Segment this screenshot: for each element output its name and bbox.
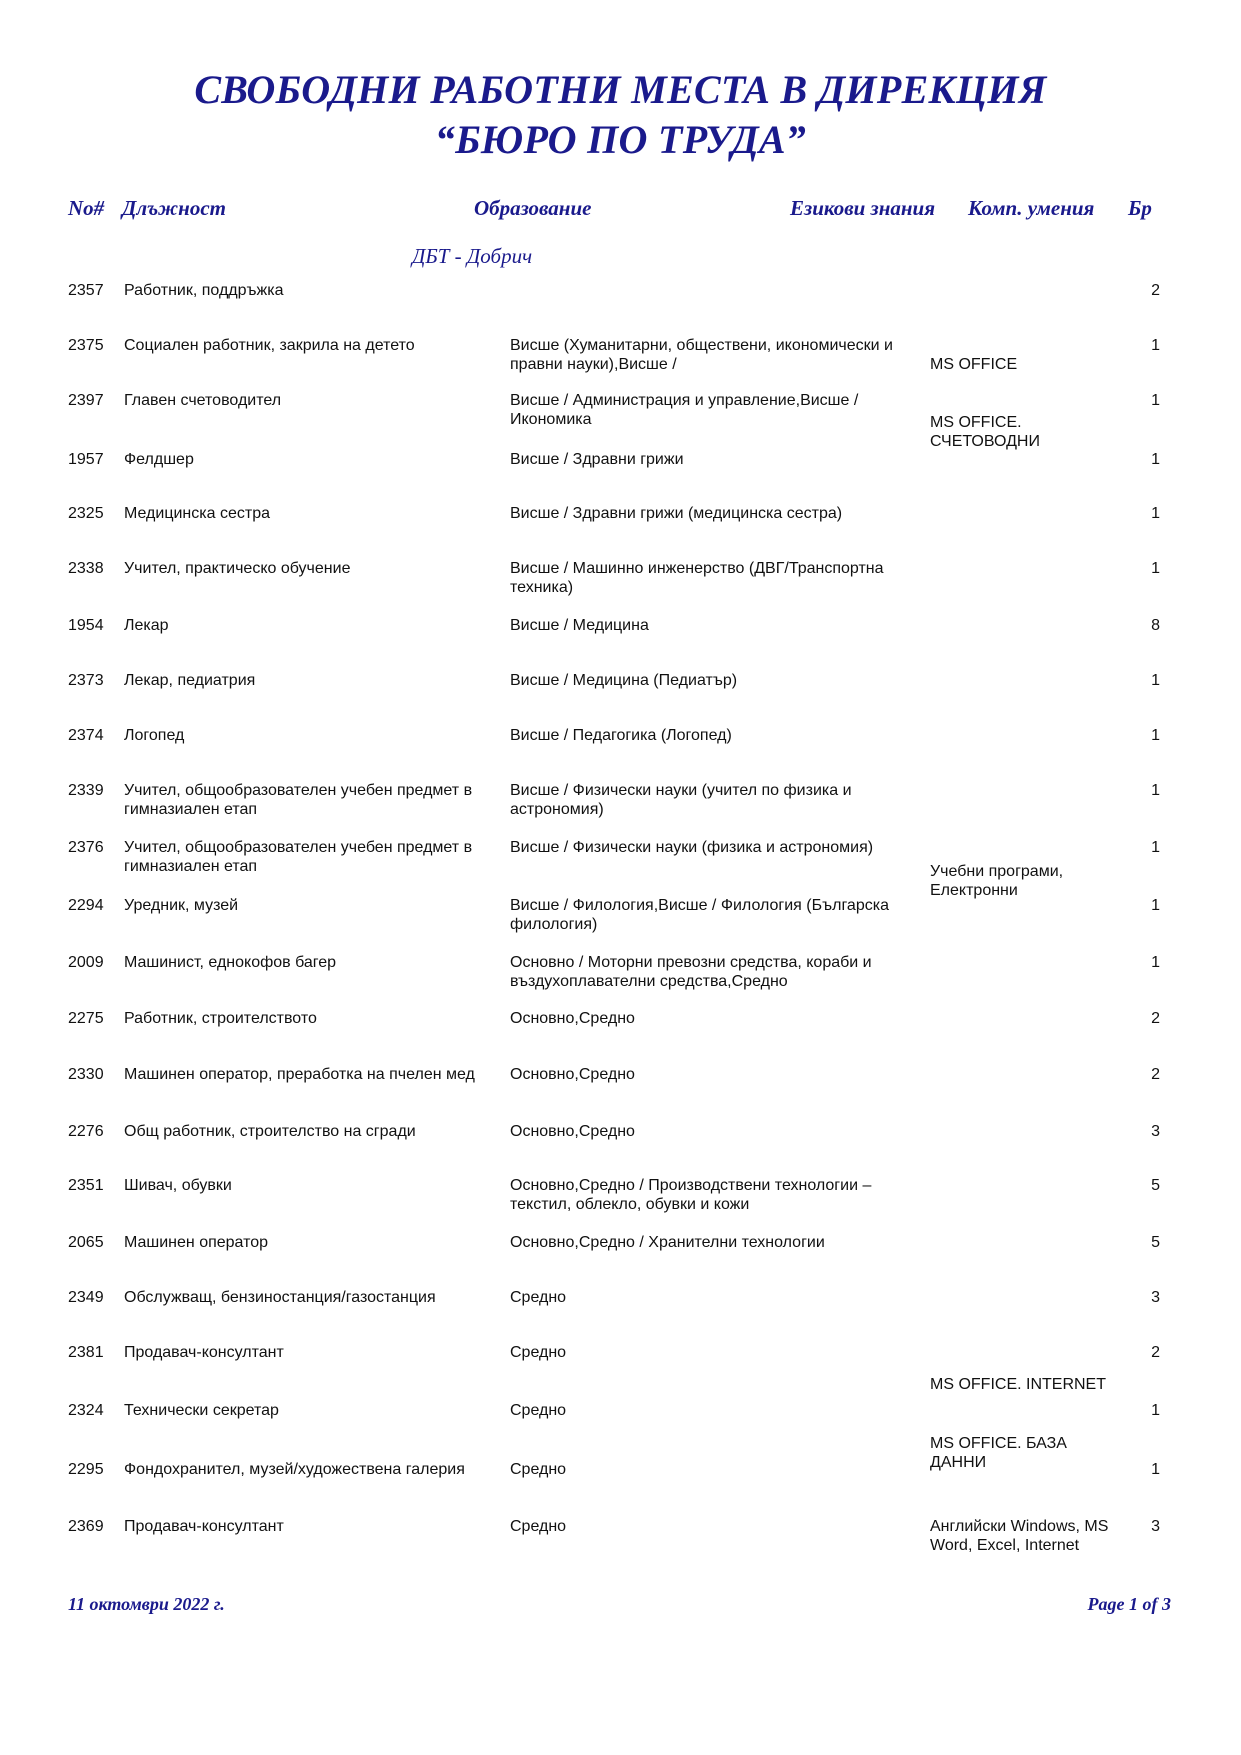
row-no: 2330: [68, 1066, 104, 1083]
comp-skills-note: MS OFFICE. БАЗА ДАННИ: [930, 1435, 1067, 1471]
row-position: Главен счетоводител: [124, 392, 282, 409]
row-no: 2349: [68, 1289, 104, 1306]
row-position: Общ работник, строителство на сгради: [124, 1123, 416, 1140]
row-count: 3: [1151, 1518, 1160, 1535]
row-count: 1: [1151, 505, 1160, 522]
row-education: Средно: [510, 1402, 567, 1419]
row-no: 2065: [68, 1234, 104, 1251]
row-no: 2009: [68, 954, 104, 971]
row-position: Обслужващ, бензиностанция/газостанция: [124, 1289, 436, 1306]
row-position: Логопед: [124, 727, 185, 744]
row-count: 5: [1151, 1177, 1160, 1194]
row-position: Уредник, музей: [124, 897, 239, 914]
row-education: Висше / Медицина (Педиатър): [510, 672, 738, 689]
row-count: 2: [1151, 282, 1160, 299]
row-no: 2357: [68, 282, 104, 299]
row-count: 1: [1151, 897, 1160, 914]
page-title-line2: “БЮРО ПО ТРУДА”: [434, 117, 807, 162]
row-no: 2294: [68, 897, 104, 914]
row-no: 2381: [68, 1344, 104, 1361]
row-no: 2374: [68, 727, 104, 744]
row-count: 1: [1151, 672, 1160, 689]
row-count: 3: [1151, 1289, 1160, 1306]
row-count: 2: [1151, 1010, 1160, 1027]
row-no: 2373: [68, 672, 104, 689]
row-education: Средно: [510, 1518, 567, 1535]
footer-date: 11 октомври 2022 г.: [68, 1594, 225, 1614]
table-row: [0, 671, 1241, 726]
row-position: Фелдшер: [124, 451, 194, 468]
row-count: 1: [1151, 839, 1160, 856]
table-row: [0, 896, 1241, 953]
comp-skills-note: Учебни програми, Електронни: [930, 863, 1064, 899]
table-row: [0, 1288, 1241, 1343]
row-no: 2276: [68, 1123, 104, 1140]
table-row: [0, 953, 1241, 1009]
row-count: 3: [1151, 1123, 1160, 1140]
row-education: Основно / Моторни превозни средства, кораби и въздухоплавателни средства,Средно: [510, 954, 872, 990]
row-count: 1: [1151, 1461, 1160, 1478]
row-position: Социален работник, закрила на детето: [124, 337, 415, 354]
col-header-no: No#: [68, 196, 105, 220]
row-education: Висше / Медицина: [510, 617, 649, 634]
row-count: 1: [1151, 337, 1160, 354]
row-education: Висше / Физически науки (учител по физика и астрономия): [510, 782, 852, 818]
row-count: 1: [1151, 392, 1160, 409]
col-header-education: Образование: [474, 196, 592, 220]
row-position: Фондохранител, музей/художествена галерия: [124, 1461, 465, 1478]
row-education: Основно,Средно / Хранителни технологии: [510, 1234, 825, 1251]
row-education: Основно,Средно: [510, 1066, 635, 1083]
table-row: [0, 1122, 1241, 1176]
row-count: 2: [1151, 1066, 1160, 1083]
row-education: Висше (Хуманитарни, обществени, икономически и правни науки),Висше /: [510, 337, 893, 373]
row-position: Технически секретар: [124, 1402, 279, 1419]
row-count: 8: [1151, 617, 1160, 634]
row-position: Лекар: [124, 617, 169, 634]
row-count: 1: [1151, 727, 1160, 744]
row-position: Учител, практическо обучение: [124, 560, 351, 577]
row-position: Машинен оператор: [124, 1234, 269, 1251]
row-count: 5: [1151, 1234, 1160, 1251]
comp-skills-note: MS OFFICE. СЧЕТОВОДНИ: [930, 414, 1040, 450]
row-position: Машинен оператор, преработка на пчелен мед: [124, 1066, 475, 1083]
row-education: Средно: [510, 1289, 567, 1306]
row-education: Средно: [510, 1461, 567, 1478]
row-no: 2324: [68, 1402, 104, 1419]
row-no: 2369: [68, 1518, 104, 1535]
row-education: Основно,Средно: [510, 1123, 635, 1140]
row-education: Основно,Средно: [510, 1010, 635, 1027]
row-education: Висше / Машинно инженерство (ДВГ/Транспортна техника): [510, 560, 884, 596]
row-position: Работник, поддръжка: [124, 282, 284, 299]
row-count: 1: [1151, 782, 1160, 799]
row-education: Висше / Филология,Висше / Филология (Българска филология): [510, 897, 889, 933]
table-row: [0, 616, 1241, 671]
row-count: 1: [1151, 451, 1160, 468]
comp-skills-note: MS OFFICE. INTERNET: [930, 1376, 1106, 1393]
row-position: Учител, общообразователен учебен предмет в гимназиален етап: [124, 782, 473, 818]
table-row: [0, 781, 1241, 838]
table-row: [0, 1517, 1241, 1577]
row-education: Основно,Средно / Производствени технологии – текстил, облекло, обувки и кожи: [510, 1177, 872, 1213]
row-comp-skills: Английски Windows, MS Word, Excel, Internet: [930, 1518, 1109, 1554]
table-row: [0, 504, 1241, 559]
row-education: Висше / Здравни грижи: [510, 451, 684, 468]
table-row: [0, 726, 1241, 781]
row-position: Шивач, обувки: [124, 1177, 232, 1194]
footer-page-number: Page 1 of 3: [1087, 1594, 1171, 1614]
row-position: Работник, строителството: [124, 1010, 317, 1027]
table-row: [0, 559, 1241, 616]
page-title-line1: СВОБОДНИ РАБОТНИ МЕСТА В ДИРЕКЦИЯ: [194, 67, 1047, 112]
row-education: Висше / Здравни грижи (медицинска сестра): [510, 505, 843, 522]
row-no: 2338: [68, 560, 104, 577]
table-row: [0, 1176, 1241, 1233]
row-position: Лекар, педиатрия: [124, 672, 256, 689]
row-position: Продавач-консултант: [124, 1344, 284, 1361]
table-row: [0, 1009, 1241, 1065]
table-row: [0, 281, 1241, 336]
row-position: Машинист, еднокофов багер: [124, 954, 337, 971]
row-count: 1: [1151, 1402, 1160, 1419]
row-no: 2275: [68, 1010, 104, 1027]
row-no: 2339: [68, 782, 104, 799]
table-row: [0, 450, 1241, 504]
col-header-computer: Комп. умения: [968, 196, 1095, 220]
row-position: Учител, общообразователен учебен предмет в гимназиален етап: [124, 839, 473, 875]
row-no: 2375: [68, 337, 104, 354]
row-no: 2376: [68, 839, 104, 856]
comp-skills-note: MS OFFICE: [930, 356, 1018, 373]
office-name: ДБТ - Добрич: [412, 244, 533, 268]
row-position: Продавач-консултант: [124, 1518, 284, 1535]
table-row: [0, 1065, 1241, 1122]
row-education: Средно: [510, 1344, 567, 1361]
row-position: Медицинска сестра: [124, 505, 270, 522]
row-count: 1: [1151, 560, 1160, 577]
row-no: 2351: [68, 1177, 104, 1194]
row-no: 1957: [68, 451, 104, 468]
col-header-languages: Езикови знания: [790, 196, 936, 220]
row-education: Висше / Администрация и управление,Висше / Икономика: [510, 392, 859, 428]
row-no: 1954: [68, 617, 104, 634]
row-education: Висше / Физически науки (физика и астрономия): [510, 839, 874, 856]
col-header-position: Длъжност: [122, 196, 226, 220]
col-header-count: Бр: [1128, 196, 1152, 220]
row-education: Висше / Педагогика (Логопед): [510, 727, 732, 744]
row-no: 2325: [68, 505, 104, 522]
row-count: 2: [1151, 1344, 1160, 1361]
table-row: [0, 1233, 1241, 1288]
row-count: 1: [1151, 954, 1160, 971]
row-no: 2295: [68, 1461, 104, 1478]
row-no: 2397: [68, 392, 104, 409]
